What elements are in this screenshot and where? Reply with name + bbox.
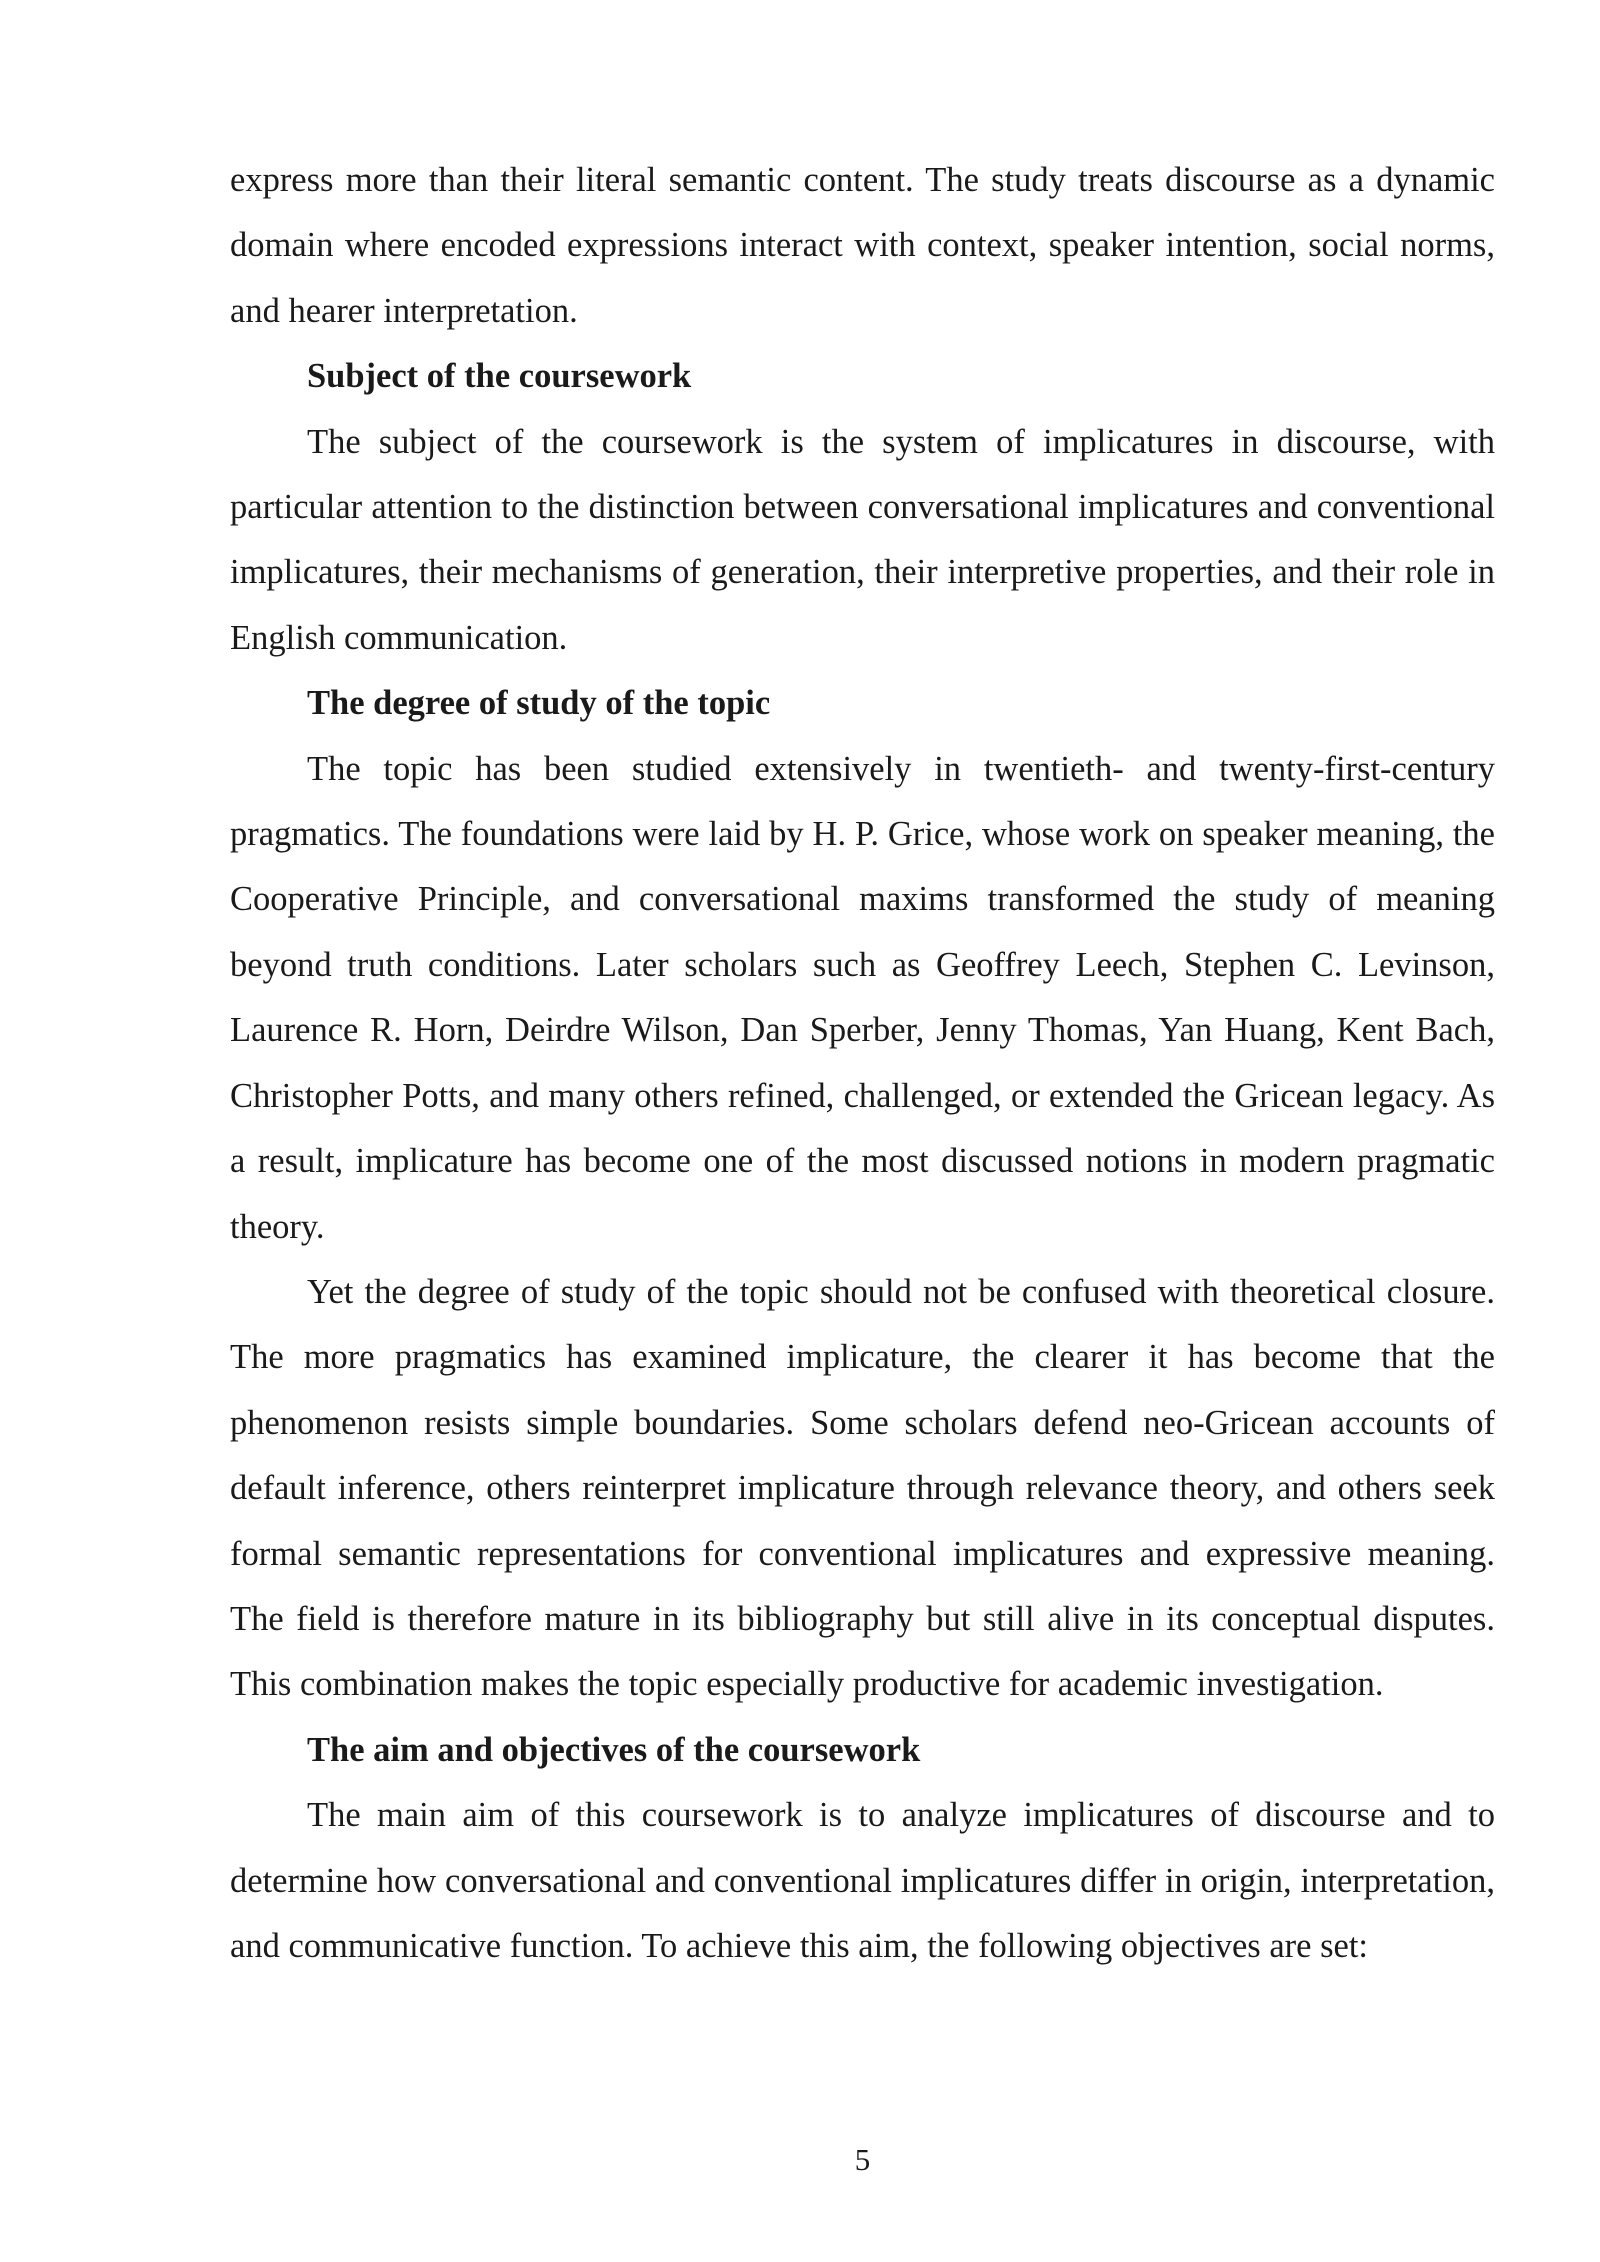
paragraph-continuation: express more than their literal semantic content. The study treats discourse as a dynamic domain where encoded expressions interact with context, speaker intention, social norms, and hearer interpretation. [230, 161, 1495, 330]
paragraph-aim: The main aim of this coursework is to analyze implicatures of discourse and to determine how conversational and conventional implicatures differ in origin, interpretation, and communicative function. To achieve this aim, the following objectives are set: [230, 1796, 1495, 1965]
paragraph-subject: The subject of the coursework is the system of implicatures in discourse, with particular attention to the distinction between conversational implicatures and conventional implicatures, their mechanisms of generation, their interpretive properties, and their role in English communication. [230, 422, 1495, 657]
paragraph-degree-of-study: The topic has been studied extensively in twentieth- and twenty-first-century pragmatics. The foundations were laid by H. P. Grice, whose work on speaker meaning, the Cooperative Principle, and conversational maxims transformed the study of meaning beyond truth conditions. Later scholars such as Geoffrey Leech, Stephen C. Levinson, Laurence R. Horn, Deirdre Wilson, Dan Sperber, Jenny Thomas, Yan Huang, Kent Bach, Christopher Potts, and many others refined, challenged, or extended the Gricean legacy. As a result, implicature has become one of the most discussed notions in modern pragmatic theory. [230, 749, 1495, 1246]
page-body [230, 148, 1495, 1979]
heading-subject: Subject of the coursework [307, 357, 692, 396]
heading-degree-of-study: The degree of study of the topic [307, 684, 771, 723]
page-number: 5 [854, 2142, 871, 2177]
paragraph-theoretical-closure: Yet the degree of study of the topic should not be confused with theoretical closure. The more pragmatics has examined implicature, the clearer it has become that the phenomenon resists simple boundaries. Some scholars defend neo-Gricean accounts of default inference, others reinterpret implicature through relevance theory, and others seek formal semantic representations for conventional implicatures and expressive meaning. The field is therefore mature in its bibliography but still alive in its conceptual disputes. This combination makes the topic especially productive for academic investigation. [230, 1272, 1495, 1704]
heading-aim-objectives: The aim and objectives of the coursework [307, 1730, 921, 1769]
